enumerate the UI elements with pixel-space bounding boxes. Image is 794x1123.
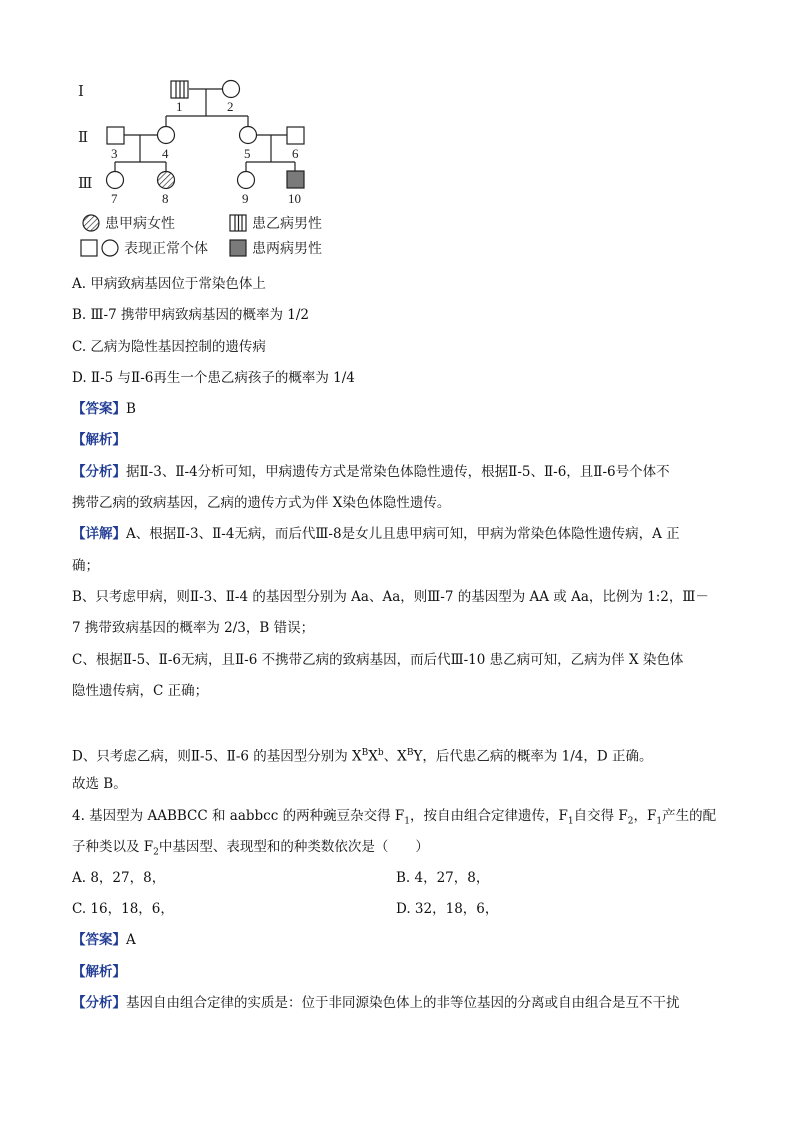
q4-stem-1b: ，按自由组合定律遗传，F (409, 808, 568, 824)
xiangjie-d-sup-3: B (406, 748, 414, 758)
q4-answer (72, 930, 714, 950)
xiangjie-d-mid-1: X (368, 748, 378, 765)
q3-xiangjie-a-line2: 确； (72, 558, 99, 574)
individual-3-male-normal (107, 127, 124, 144)
q3-option-b: B. Ⅲ-7 携带甲病致病基因的概率为 1/2 (72, 307, 309, 323)
id-label-1: 1 (176, 99, 183, 114)
individual-2-female-normal (223, 81, 240, 98)
id-label-9: 9 (242, 191, 249, 206)
q4-stem-2b: 中基因型、表现型和的种类数依次是（ ） (158, 839, 429, 855)
q4-stem-1a: 4. 基因型为 AABBCC 和 aabbcc 的两种豌豆杂交得 F (72, 808, 405, 824)
q3-xiangjie-a-line1 (72, 524, 714, 544)
q4-sub-5: 2 (153, 847, 159, 858)
xiangjie-d-sup-1: B (361, 748, 369, 758)
q4-answer-value: A (126, 932, 136, 948)
q4-stem-1e: 产生的配 (662, 808, 717, 824)
q3-fenxi-line1 (72, 462, 714, 482)
q4-fenxi-tag: 【分析】 (72, 995, 126, 1011)
xiangjie-d-post: Y，后代患乙病的概率为 1/4，D 正确。 (413, 748, 653, 765)
q3-xiangjie-c-line1: C、根据Ⅱ-5、Ⅱ-6无病，且Ⅱ-6 不携带乙病的致病基因，而后代Ⅲ-10 患乙病可知，乙病为伴 X 染色体 (72, 652, 684, 668)
q3-conclusion: 故选 B。 (72, 776, 127, 792)
answer-tag: 【答案】 (72, 401, 126, 417)
id-label-10: 10 (288, 191, 301, 206)
individual-9-female-normal (238, 172, 255, 189)
individual-4-female-normal (158, 127, 175, 144)
q3-answer (72, 399, 714, 419)
id-label-2: 2 (227, 99, 234, 114)
q4-sub-2: 1 (567, 816, 574, 827)
xiangjie-d-pre: D、只考虑乙病，则Ⅱ-5、Ⅱ-6 的基因型分别为 X (72, 748, 362, 765)
q4-option-a: A. 8，27，8， (72, 870, 166, 886)
q3-jiexi (72, 430, 714, 450)
jiexi-tag: 【解析】 (72, 432, 126, 448)
xiangjie-a-text-1: A、根据Ⅱ-3、Ⅱ-4无病，而后代Ⅲ-8是女儿且患甲病可知，甲病为常染色体隐性遗传病，A 正 (126, 526, 680, 542)
answer-value: B (126, 401, 136, 417)
gen-label-1: Ⅰ (78, 84, 84, 100)
individual-6-male-normal (287, 127, 304, 144)
fenxi-text-1: 据Ⅱ-3、Ⅱ-4分析可知，甲病遗传方式是常染色体隐性遗传，根据Ⅱ-5、Ⅱ-6，且Ⅱ-6号个体不 (126, 464, 670, 480)
q4-options-row2 (72, 899, 714, 919)
q4-option-b: B. 4，27，8， (396, 870, 490, 886)
q4-option-d: D. 32，18，6， (396, 901, 499, 917)
legend-female-disease-a-symbol (83, 215, 99, 231)
individual-5-female-normal (240, 127, 257, 144)
legend-male-disease-b-label: 患乙病男性 (252, 217, 322, 232)
individual-7-female-normal (107, 172, 124, 189)
q4-answer-tag: 【答案】 (72, 932, 126, 948)
q4-fenxi-text: 基因自由组合定律的实质是：位于非同源染色体上的非等位基因的分离或自由组合是互不干扰 (126, 995, 680, 1011)
id-label-4: 4 (162, 146, 169, 161)
individual-10-male-both (287, 171, 304, 188)
q3-option-d: D. Ⅱ-5 与Ⅱ-6再生一个患乙病孩子的概率为 1/4 (72, 370, 355, 386)
q3-xiangjie-b-line2: 7 携带致病基因的概率为 2/3，B 错误； (72, 620, 315, 636)
q4-stem-1d: ，F (633, 808, 657, 824)
q4-options-row1 (72, 868, 714, 888)
id-label-8: 8 (162, 191, 169, 206)
pedigree-diagram (70, 70, 370, 269)
id-label-3: 3 (111, 146, 118, 161)
q4-stem-line1 (72, 806, 717, 832)
q3-xiangjie-d-line1 (72, 743, 714, 767)
id-label-7: 7 (111, 191, 118, 206)
legend-male-both-label: 患两病男性 (252, 242, 322, 257)
q4-jiexi (72, 962, 714, 982)
q3-xiangjie-c-line2: 隐性遗传病，C 正确； (72, 683, 209, 699)
xiangjie-d-sup-2: b (377, 748, 384, 758)
q4-option-c: C. 16，18，6， (72, 901, 174, 917)
xiangjie-d-mid-2: 、X (383, 748, 407, 765)
q3-xiangjie-b-line1: B、只考虑甲病，则Ⅱ-3、Ⅱ-4 的基因型分别为 Aa、Aa，则Ⅲ-7 的基因型为 AA 或 Aa，比例为 1:2，Ⅲ－ (72, 589, 709, 605)
gen-label-2: Ⅱ (78, 130, 89, 146)
individual-8-female-disease-a (158, 172, 175, 189)
q3-option-c: C. 乙病为隐性基因控制的遗传病 (72, 339, 266, 355)
q3-option-a: A. 甲病致病基因位于常染色体上 (72, 276, 266, 292)
legend-normal-male-symbol (81, 240, 97, 256)
q4-sub-1: 1 (404, 816, 410, 827)
pedigree-svg (70, 70, 370, 265)
q4-stem-line2 (72, 837, 714, 863)
q3-fenxi-line2: 携带乙病的致病基因，乙病的遗传方式为伴 X染色体隐性遗传。 (72, 495, 451, 511)
legend-male-both-symbol (230, 240, 246, 256)
legend-female-disease-a-label: 患甲病女性 (105, 217, 175, 232)
fenxi-tag: 【分析】 (72, 464, 126, 480)
legend-normal-label: 表现正常个体 (124, 242, 208, 257)
legend-normal-female-symbol (102, 240, 118, 256)
id-label-6: 6 (292, 146, 299, 161)
q4-stem-1c: 自交得 F (573, 808, 628, 824)
q4-sub-4: 1 (656, 816, 663, 827)
xiangjie-tag: 【详解】 (72, 526, 126, 542)
q4-fenxi (72, 993, 714, 1013)
gen-label-3: Ⅲ (78, 176, 93, 192)
q4-stem-2a: 子种类以及 F (72, 839, 154, 855)
q4-sub-3: 2 (627, 816, 634, 827)
q4-jiexi-tag: 【解析】 (72, 964, 126, 980)
id-label-5: 5 (244, 146, 251, 161)
